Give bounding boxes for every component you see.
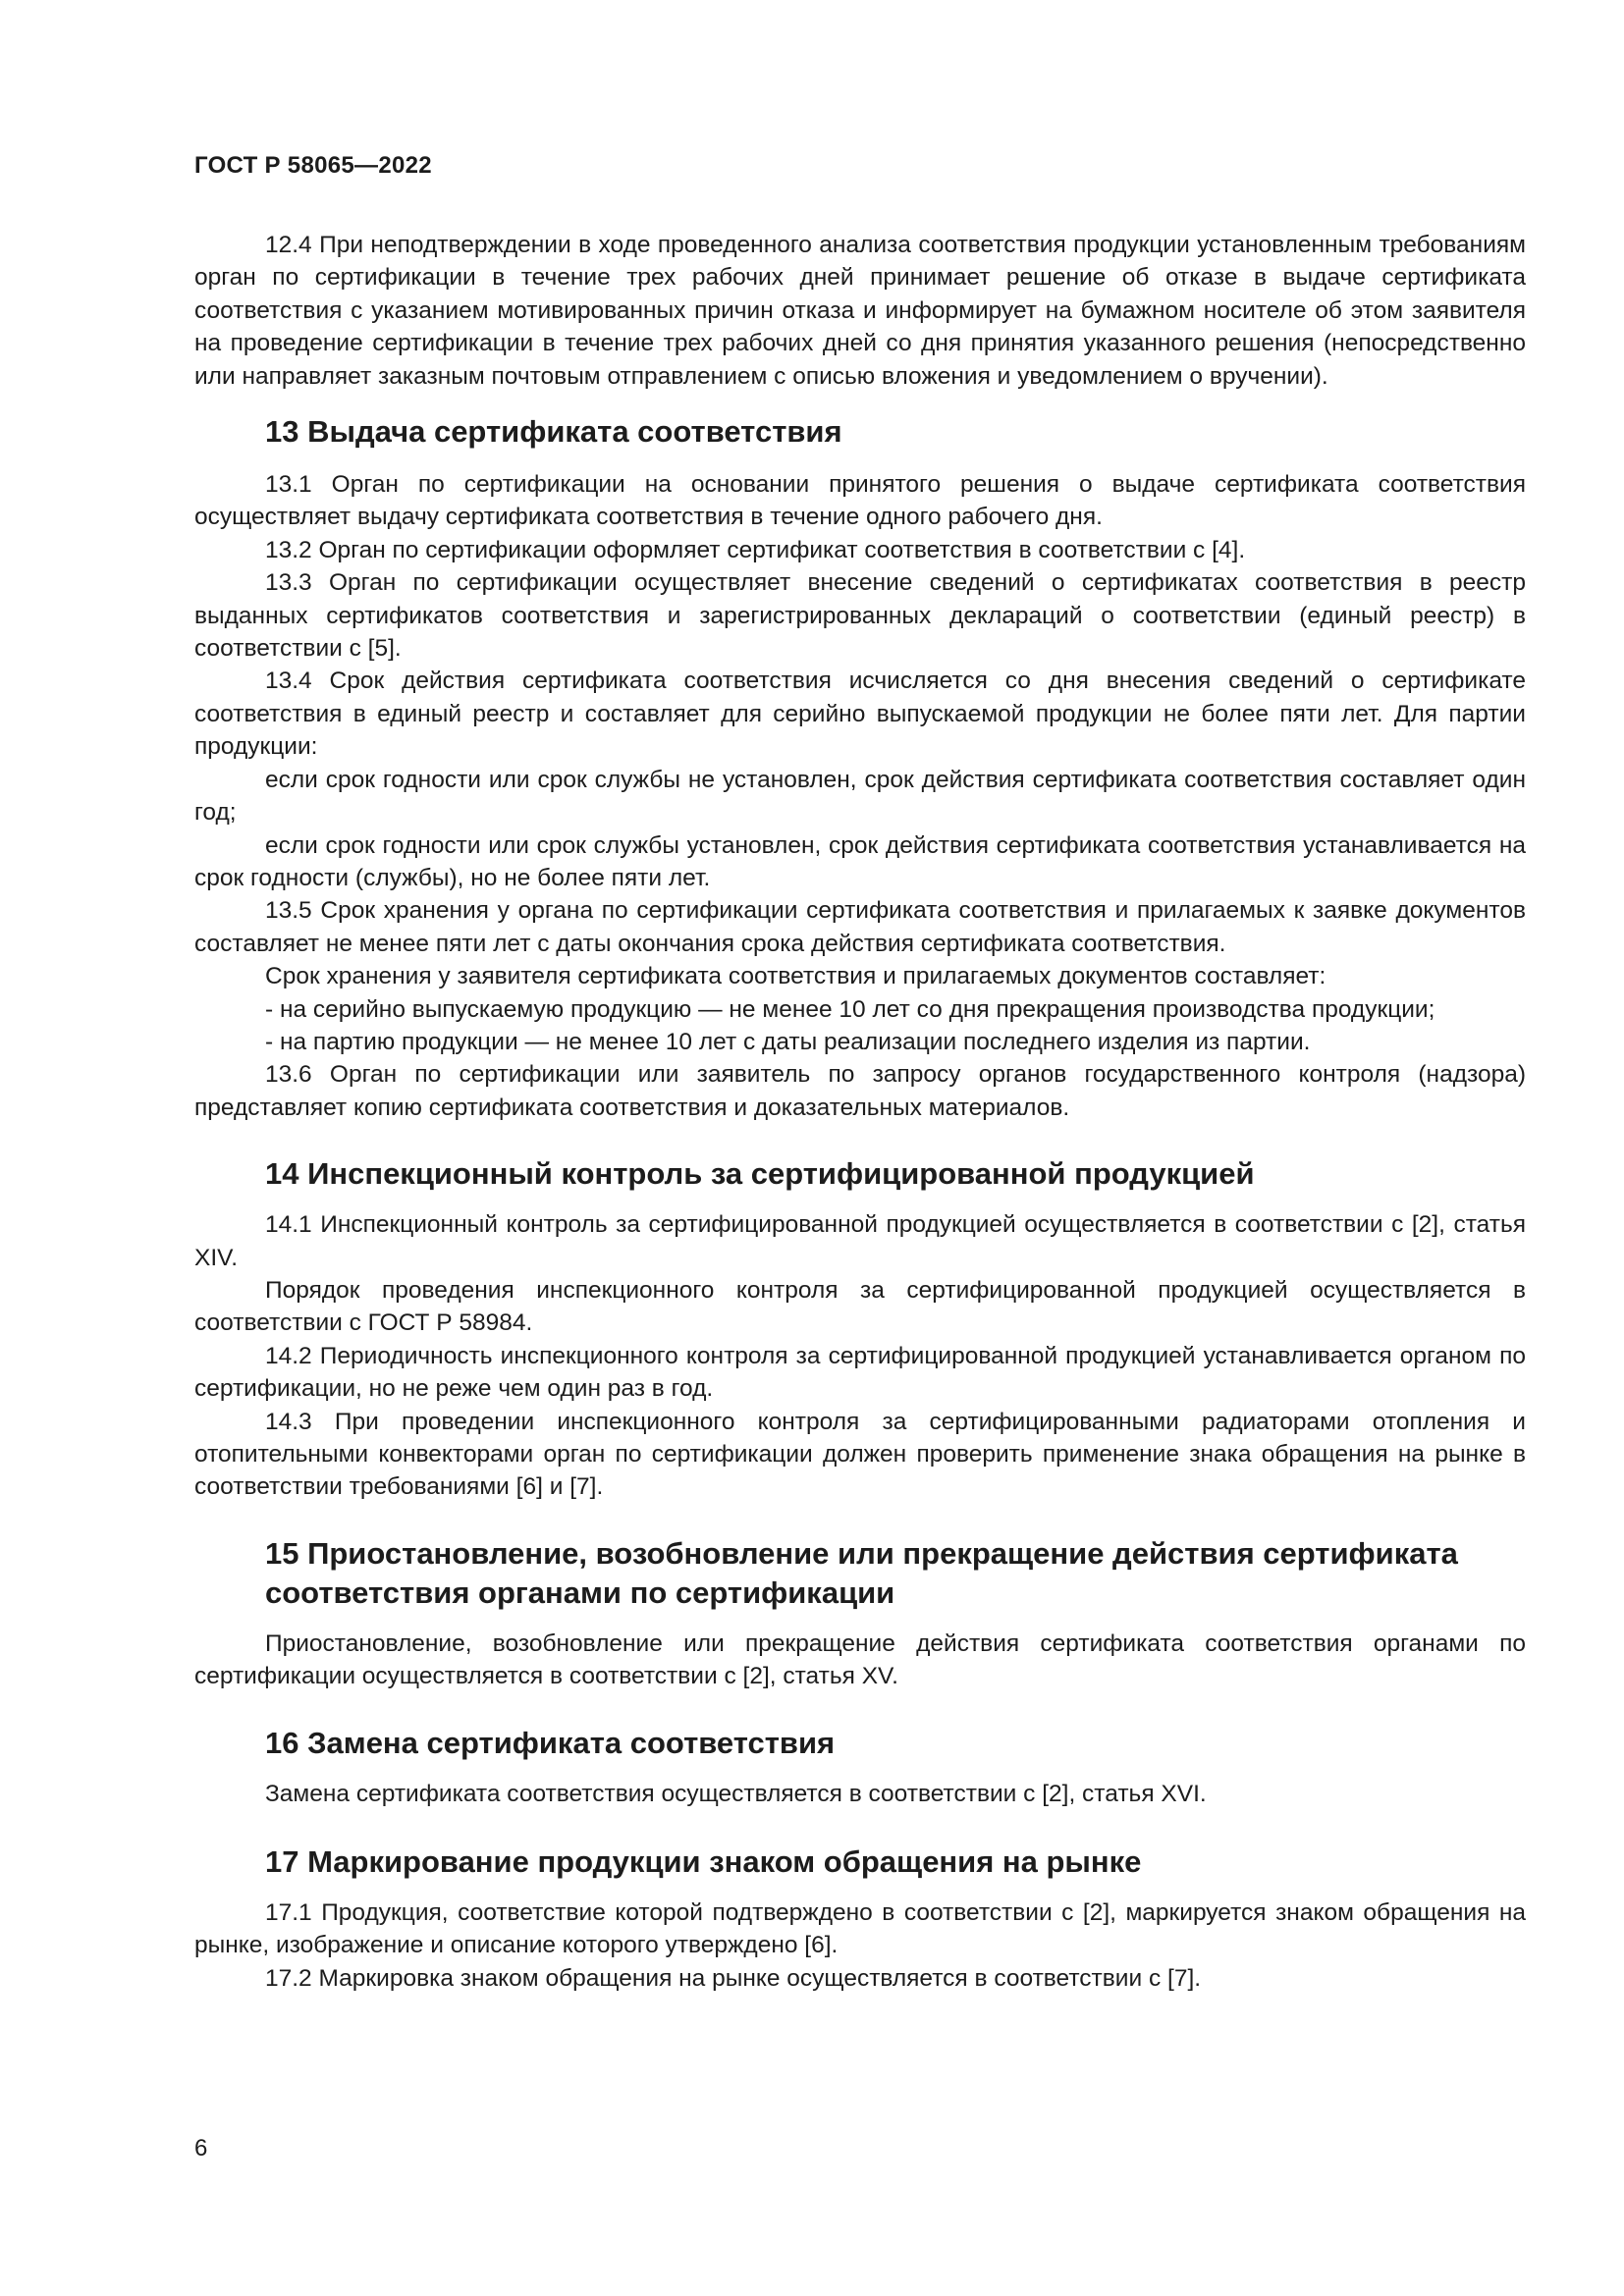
section-heading-14: 14 Инспекционный контроль за сертифицированной продукцией bbox=[265, 1156, 1255, 1192]
document-body bbox=[194, 229, 1526, 1995]
clause-16: Замена сертификата соответствия осуществляется в соответствии с [2], статья XVI. bbox=[265, 1780, 1207, 1807]
clause-13-5-item-2: - на партию продукции — не менее 10 лет с даты реализации последнего изделия из партии. bbox=[265, 1028, 1311, 1055]
clause-13-4: 13.4 Срок действия сертификата соответствия исчисляется со дня внесения сведений о сертификате соответствия в единый реестр и составляет для серийно выпускаемой продукции не более пяти лет. Для партии продукции: bbox=[194, 667, 1526, 761]
clause-13-3: 13.3 Орган по сертификации осуществляет внесение сведений о сертификатах соответствия в реестр выданных сертификатов соответствия и зарегистрированных деклараций о соответствии (единый реестр) в соответствии с [5]. bbox=[194, 569, 1526, 663]
section-heading-17: 17 Маркирование продукции знаком обращения на рынке bbox=[265, 1844, 1142, 1880]
clause-13-5-item-1: - на серийно выпускаемую продукцию — не менее 10 лет со дня прекращения производства продукции; bbox=[265, 995, 1435, 1023]
clause-14-1: 14.1 Инспекционный контроль за сертифицированной продукцией осуществляется в соответствии с [2], статья XIV. bbox=[194, 1211, 1526, 1271]
clause-17-1: 17.1 Продукция, соответствие которой подтверждено в соответствии с [2], маркируется знаком обращения на рынке, изображение и описание которого утверждено [6]. bbox=[194, 1899, 1526, 1959]
clause-14-1-procedure: Порядок проведения инспекционного контроля за сертифицированной продукцией осуществляется в соответствии с ГОСТ Р 58984. bbox=[194, 1276, 1526, 1337]
clause-13-6: 13.6 Орган по сертификации или заявитель по запросу органов государственного контроля (надзора) представляет копию сертификата соответствия и доказательных материалов. bbox=[194, 1061, 1526, 1121]
clause-13-5: 13.5 Срок хранения у органа по сертификации сертификата соответствия и прилагаемых к заявке документов составляет не менее пяти лет с даты окончания срока действия сертификата соответствия. bbox=[194, 897, 1526, 957]
clause-13-2: 13.2 Орган по сертификации оформляет сертификат соответствия в соответствии с [4]. bbox=[265, 536, 1246, 563]
clause-14-2: 14.2 Периодичность инспекционного контроля за сертифицированной продукцией устанавливается органом по сертификации, но не реже чем один раз в год. bbox=[194, 1342, 1526, 1403]
document-header-id: ГОСТ Р 58065—2022 bbox=[194, 152, 432, 179]
clause-17-2: 17.2 Маркировка знаком обращения на рынке осуществляется в соответствии с [7]. bbox=[265, 1964, 1202, 1992]
page-number: 6 bbox=[194, 2135, 208, 2162]
clause-14-3: 14.3 При проведении инспекционного контроля за сертифицированными радиаторами отопления и отопительными конвекторами орган по сертификации должен проверить применение знака обращения на рынке в соответствии требованиями [6] и [7]. bbox=[194, 1408, 1526, 1501]
clause-12-4: 12.4 При неподтверждении в ходе проведенного анализа соответствия продукции установленным требованиям орган по сертификации в течение трех рабочих дней принимает решение об отказе в выдаче сертификата соответствия с указанием мотивированных причин отказа и информирует на бумажном носителе об этом заявителя на проведение сертификации в течение трех рабочих дней со дня принятия указанного решения (непосредственно или направляет заказным почтовым отправлением с описью вложения и уведомлением о вручении). bbox=[194, 232, 1526, 390]
clause-15: Приостановление, возобновление или прекращение действия сертификата соответствия органами по сертификации осуществляется в соответствии с [2], статья XV. bbox=[194, 1629, 1526, 1690]
clause-13-4-item-2: если срок годности или срок службы установлен, срок действия сертификата соответствия устанавливается на срок годности (службы), но не более пяти лет. bbox=[194, 831, 1526, 891]
clause-13-4-item-1: если срок годности или срок службы не установлен, срок действия сертификата соответствия составляет один год; bbox=[194, 766, 1526, 827]
section-heading-13: 13 Выдача сертификата соответствия bbox=[265, 414, 842, 450]
section-heading-16: 16 Замена сертификата соответствия bbox=[265, 1725, 836, 1760]
clause-13-5-storage: Срок хранения у заявителя сертификата соответствия и прилагаемых документов составляет: bbox=[265, 963, 1326, 990]
section-heading-15: 15 Приостановление, возобновление или прекращение действия сертификата соответствия органами по сертификации bbox=[265, 1535, 1458, 1610]
clause-13-1: 13.1 Орган по сертификации на основании принятого решения о выдаче сертификата соответствия осуществляет выдачу сертификата соответствия в течение одного рабочего дня. bbox=[194, 471, 1526, 531]
